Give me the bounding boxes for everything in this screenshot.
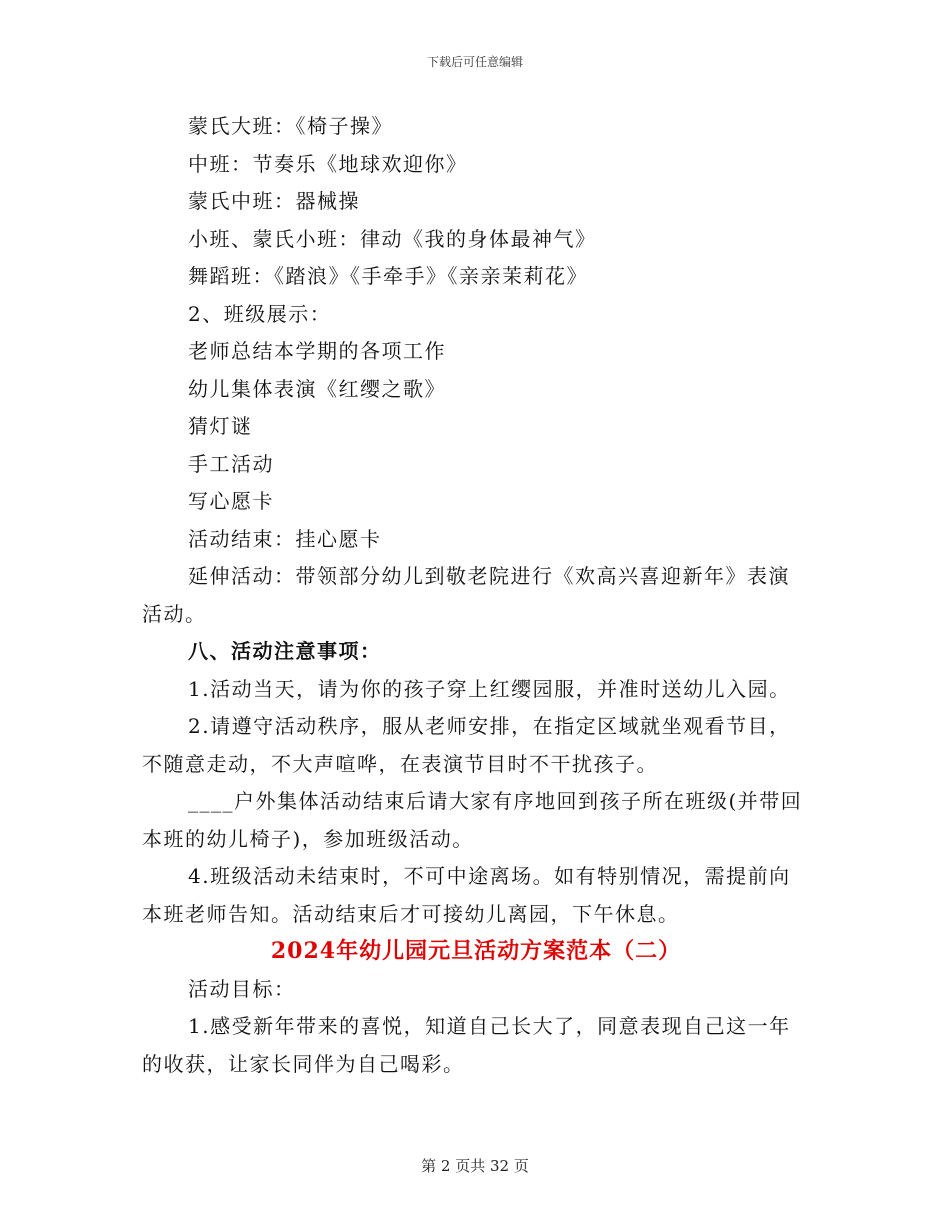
text-line: 蒙氏大班：《椅子操》 xyxy=(188,114,393,138)
text-line: 2.请遵守活动秩序，服从老师安排，在指定区域就坐观看节目， xyxy=(188,714,791,738)
text-line: 手工活动 xyxy=(188,451,274,476)
text-line: 活动目标： xyxy=(188,976,296,1001)
text-line: 蒙氏中班：器械操 xyxy=(188,189,360,213)
page-header: 下载后可任意编辑 xyxy=(426,55,523,69)
text-line: 1.感受新年带来的喜悦，知道自己长大了，同意表现自己这一年 xyxy=(188,1014,791,1038)
text-line: 活动。 xyxy=(142,601,207,626)
text-line: 写心愿卡 xyxy=(188,489,274,513)
text-line: 小班、蒙氏小班：律动《我的身体最神气》 xyxy=(188,226,597,251)
text-line: 舞蹈班：《踏浪》《手牵手》《亲亲茉莉花》 xyxy=(188,264,588,288)
page-footer: 第 2 页共 32 页 xyxy=(421,1157,529,1175)
document-body xyxy=(142,108,810,1083)
text-line: 本班的幼儿椅子)，参加班级活动。 xyxy=(142,826,474,851)
text-line: 2、班级展示： xyxy=(188,301,332,326)
text-line: 幼儿集体表演《红缨之歌》 xyxy=(188,376,446,401)
text-line: 老师总结本学期的各项工作 xyxy=(188,339,446,363)
text-line: 延伸活动：带领部分幼儿到敬老院进行《欢高兴喜迎新年》表演 xyxy=(188,564,790,588)
text-line: 中班：节奏乐《地球欢迎你》 xyxy=(188,151,468,176)
document-title: 2024年幼儿园元旦活动方案范本（二） xyxy=(270,938,682,964)
text-line: 1.活动当天，请为你的孩子穿上红缨园服，并准时送幼儿入园。 xyxy=(188,676,791,701)
section-heading: 八、活动注意事项： xyxy=(188,639,382,663)
text-line: 的收获，让家长同伴为自己喝彩。 xyxy=(142,1051,465,1076)
text-line: 活动结束：挂心愿卡 xyxy=(188,526,382,551)
text-line: ____户外集体活动结束后请大家有序地回到孩子所在班级(并带回 xyxy=(188,789,803,813)
text-line: 4.班级活动未结束时，不可中途离场。如有特别情况，需提前向 xyxy=(188,864,791,888)
text-line: 本班老师告知。活动结束后才可接幼儿离园，下午休息。 xyxy=(142,901,680,926)
text-line: 猜灯谜 xyxy=(188,414,253,438)
text-line: 不随意走动，不大声喧哗，在表演节目时不干扰孩子。 xyxy=(142,751,658,776)
